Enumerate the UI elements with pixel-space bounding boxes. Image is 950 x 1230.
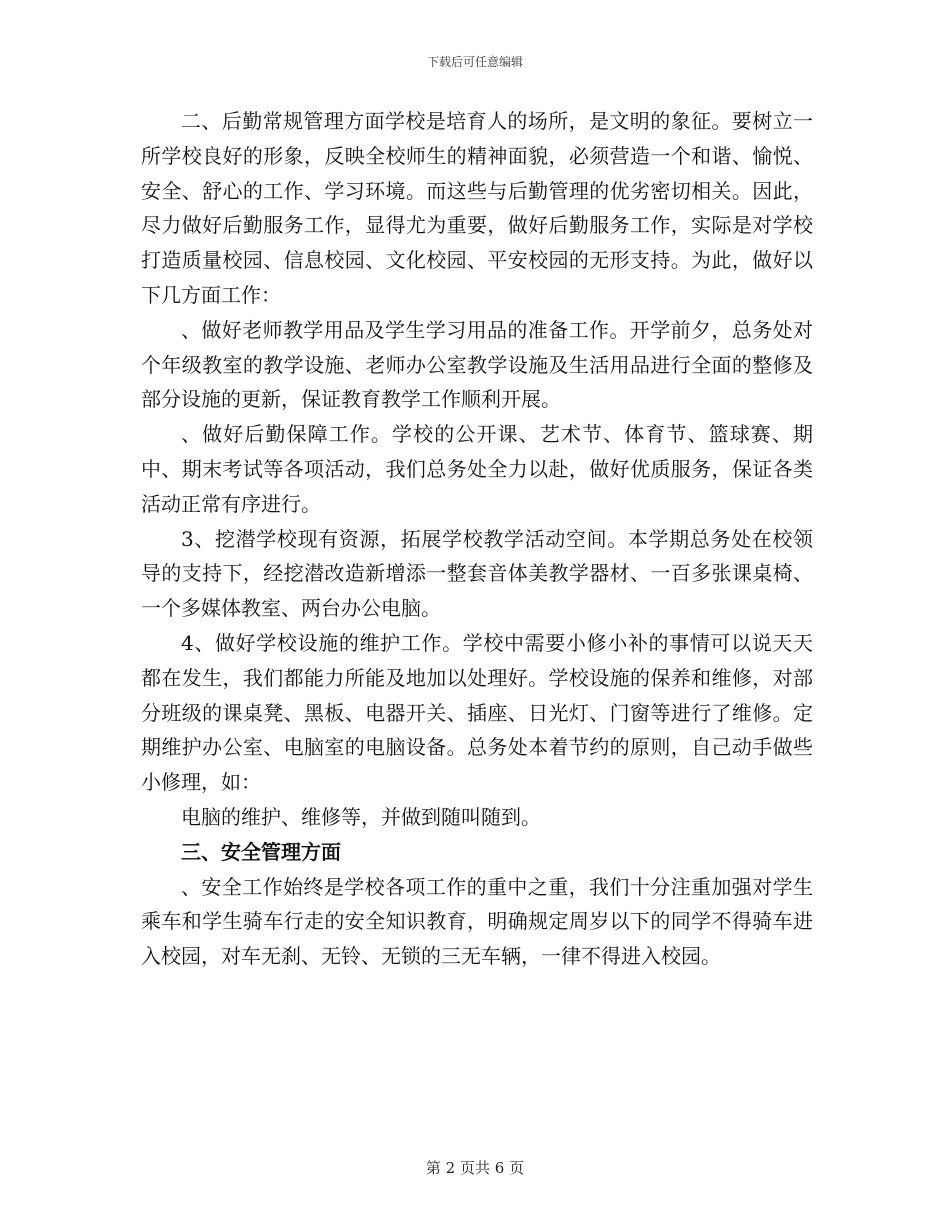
- paragraph-safety: 、安全工作始终是学校各项工作的重中之重，我们十分注重加强对学生乘车和学生骑车行走的安全知识教育，明确规定周岁以下的同学不得骑车进入校园，对车无刹、无铃、无锁的三无车辆，一律不得进入校园。: [141, 874, 813, 969]
- paragraph-logistics-intro: 二、后勤常规管理方面学校是培育人的场所，是文明的象征。要树立一所学校良好的形象，反映全校师生的精神面貌，必须营造一个和谐、愉悦、安全、舒心的工作、学习环境。而这些与后勤管理的优劣密切相关。因此，尽力做好后勤服务工作，显得尤为重要，做好后勤服务工作，实际是对学校打造质量校园、信息校园、文化校园、平安校园的无形支持。为此，做好以下几方面工作：: [141, 109, 813, 307]
- paragraph-resources: 3、挖潜学校现有资源，拓展学校教学活动空间。本学期总务处在校领导的支持下，经挖潜改造新增添一整套音体美教学器材、一百多张课桌椅、一个多媒体教室、两台办公电脑。: [141, 526, 813, 621]
- paragraph-maintenance: 4、做好学校设施的维护工作。学校中需要小修小补的事情可以说天天都在发生，我们都能力所能及地加以处理好。学校设施的保养和维修，对部分班级的课桌凳、黑板、电器开关、插座、日光灯、门窗等进行了维修。定期维护办公室、电脑室的电脑设备。总务处本着节约的原则，自己动手做些小修理，如：: [141, 630, 813, 795]
- page-header: 下载后可任意编辑: [426, 55, 523, 69]
- document-body: [141, 104, 813, 974]
- page-number: 第 2 页共 6 页: [425, 1159, 525, 1177]
- paragraph-computer-repair: 电脑的维护、维修等，并做到随叫随到。: [181, 804, 541, 829]
- paragraph-teaching-supplies: 、做好老师教学用品及学生学习用品的准备工作。开学前夕，总务处对个年级教室的教学设施、老师办公室教学设施及生活用品进行全面的整修及部分设施的更新，保证教育教学工作顺利开展。: [141, 317, 813, 412]
- paragraph-logistics-support: 、做好后勤保障工作。学校的公开课、艺术节、体育节、篮球赛、期中、期末考试等各项活动，我们总务处全力以赴，做好优质服务，保证各类活动正常有序进行。: [141, 422, 813, 516]
- section-heading-safety: 三、安全管理方面: [181, 839, 341, 864]
